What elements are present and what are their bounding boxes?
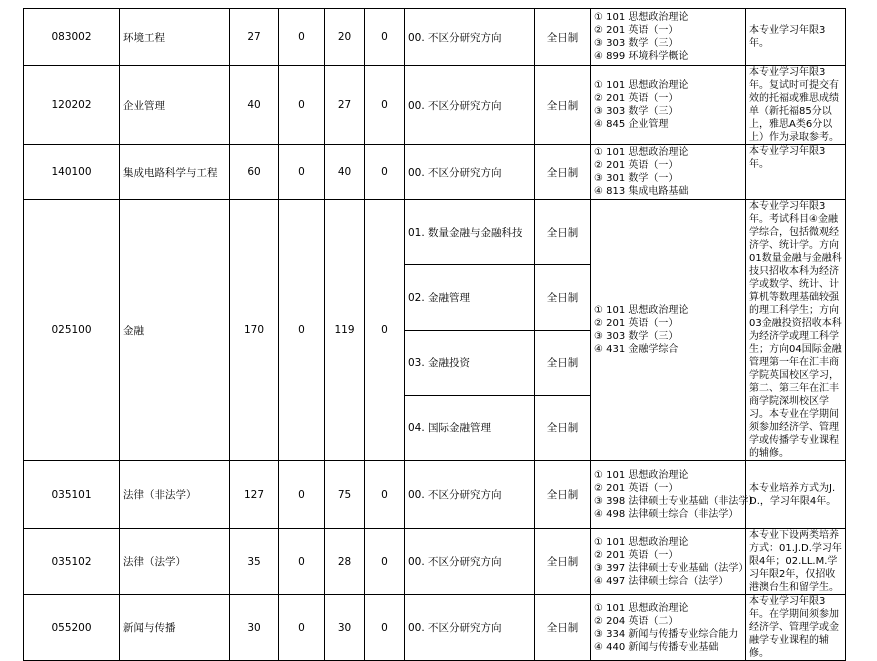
exam-subject: ③ 397 法律硕士专业基础（法学）	[594, 562, 749, 574]
table-row	[24, 145, 846, 200]
exempt-quota: 0	[279, 200, 325, 461]
exam-subject: ② 201 英语（一）	[594, 549, 679, 561]
total-quota: 27	[230, 9, 279, 66]
other-quota: 0	[365, 200, 405, 461]
major-name: 企业管理	[120, 66, 230, 145]
table-row	[24, 529, 846, 595]
total-quota: 40	[230, 66, 279, 145]
exam-subject: ③ 303 数学（三）	[594, 38, 679, 49]
exam-subject: ② 201 英语（一）	[594, 25, 679, 36]
total-quota: 60	[230, 145, 279, 200]
exempt-quota: 0	[279, 529, 325, 595]
exempt-quota: 0	[279, 145, 325, 200]
exempt-quota: 0	[279, 9, 325, 66]
major-code: 083002	[24, 9, 120, 66]
unified-quota: 30	[325, 595, 365, 661]
exam-subjects	[591, 145, 746, 200]
exam-subject: ① 101 思想政治理论	[594, 147, 689, 158]
table-row	[24, 595, 846, 661]
research-direction: 00. 不区分研究方向	[405, 529, 535, 595]
exam-subject: ② 201 英语（一）	[594, 482, 679, 494]
total-quota: 35	[230, 529, 279, 595]
major-name: 金融	[120, 200, 230, 461]
research-direction: 00. 不区分研究方向	[405, 461, 535, 529]
exam-subject: ③ 334 新闻与传播专业综合能力	[594, 628, 739, 640]
research-direction: 01. 数量金融与金融科技	[405, 200, 535, 265]
exam-subject: ④ 899 环境科学概论	[594, 51, 689, 62]
study-mode: 全日制	[535, 9, 591, 66]
exam-subject: ① 101 思想政治理论	[594, 602, 689, 614]
table-row	[24, 9, 846, 66]
admissions-table	[23, 8, 846, 661]
unified-quota: 119	[325, 200, 365, 461]
total-quota: 170	[230, 200, 279, 461]
remarks: 本专业学习年限3年。复试时可提交有效的托福或雅思成绩单（新托福85分以上，雅思A类6分以上）作为录取参考。	[746, 66, 846, 145]
exempt-quota: 0	[279, 66, 325, 145]
research-direction: 04. 国际金融管理	[405, 395, 535, 460]
table-row	[24, 200, 846, 265]
study-mode: 全日制	[535, 330, 591, 395]
exempt-quota: 0	[279, 595, 325, 661]
other-quota: 0	[365, 595, 405, 661]
exam-subject: ③ 301 数学（一）	[594, 173, 679, 184]
exam-subject: ④ 845 企业管理	[594, 119, 669, 130]
remarks: 本专业学习年限3年。	[746, 9, 846, 66]
exam-subject: ① 101 思想政治理论	[594, 12, 689, 23]
exam-subject: ③ 398 法律硕士专业基础（非法学）	[594, 495, 759, 507]
exam-subject: ① 101 思想政治理论	[594, 305, 689, 316]
study-mode: 全日制	[535, 595, 591, 661]
major-code: 055200	[24, 595, 120, 661]
exam-subjects	[591, 9, 746, 66]
unified-quota: 20	[325, 9, 365, 66]
table-row	[24, 66, 846, 145]
exam-subjects	[591, 200, 746, 461]
total-quota: 30	[230, 595, 279, 661]
exam-subjects	[591, 461, 759, 529]
remarks: 本专业学习年限3年。考试科目④金融学综合，包括微观经济学、统计学。方向01数量金融与金融科技只招收本科为经济学或数学、统计、计算机等数理基础较强的理工科学生；方向03金融投资招收本科为经济学或理工科学生；方向04国际金融管理第一年在汇丰商学院英国校区学习，第二、第三年在汇丰商学院深圳校区学习。本专业在学期间须参加经济学、管理学或传播学专业课程的辅修。	[746, 200, 846, 461]
major-code: 035102	[24, 529, 120, 595]
research-direction: 02. 金融管理	[405, 265, 535, 330]
research-direction: 00. 不区分研究方向	[405, 145, 535, 200]
exam-subject: ① 101 思想政治理论	[594, 80, 689, 91]
table-row	[24, 461, 846, 529]
unified-quota: 75	[325, 461, 365, 529]
total-quota: 127	[230, 461, 279, 529]
research-direction: 03. 金融投资	[405, 330, 535, 395]
remarks: 本专业培养方式为J.D.，学习年限4年。	[746, 461, 846, 529]
other-quota: 0	[365, 66, 405, 145]
exam-subjects	[591, 595, 746, 661]
exam-subject: ① 101 思想政治理论	[594, 469, 689, 481]
exam-subject: ② 201 英语（一）	[594, 160, 679, 171]
study-mode: 全日制	[535, 265, 591, 330]
research-direction: 00. 不区分研究方向	[405, 595, 535, 661]
exam-subject: ② 204 英语（二）	[594, 615, 679, 627]
remarks: 本专业学习年限3年。	[746, 145, 846, 200]
exam-subject: ④ 440 新闻与传播专业基础	[594, 641, 719, 653]
major-name: 法律（非法学）	[120, 461, 230, 529]
major-name: 新闻与传播	[120, 595, 230, 661]
unified-quota: 40	[325, 145, 365, 200]
research-direction: 00. 不区分研究方向	[405, 66, 535, 145]
study-mode: 全日制	[535, 529, 591, 595]
major-name: 法律（法学）	[120, 529, 230, 595]
other-quota: 0	[365, 145, 405, 200]
major-name: 环境工程	[120, 9, 230, 66]
exam-subjects	[591, 66, 746, 145]
major-code: 035101	[24, 461, 120, 529]
major-code: 025100	[24, 200, 120, 461]
study-mode: 全日制	[535, 395, 591, 460]
remarks: 本专业下设两类培养方式：01.J.D.学习年限4年；02.LL.M.学习年限2年，仅招收港澳台生和留学生。	[746, 529, 846, 595]
other-quota: 0	[365, 529, 405, 595]
study-mode: 全日制	[535, 461, 591, 529]
exam-subject: ④ 813 集成电路基础	[594, 186, 689, 197]
exam-subject: ④ 497 法律硕士综合（法学）	[594, 575, 729, 587]
unified-quota: 28	[325, 529, 365, 595]
unified-quota: 27	[325, 66, 365, 145]
exam-subject: ④ 431 金融学综合	[594, 344, 679, 355]
major-code: 120202	[24, 66, 120, 145]
exam-subject: ② 201 英语（一）	[594, 318, 679, 329]
exam-subject: ② 201 英语（一）	[594, 93, 679, 104]
exam-subject: ④ 498 法律硕士综合（非法学）	[594, 508, 739, 520]
exempt-quota: 0	[279, 461, 325, 529]
study-mode: 全日制	[535, 200, 591, 265]
exam-subjects	[591, 529, 749, 595]
study-mode: 全日制	[535, 145, 591, 200]
study-mode: 全日制	[535, 66, 591, 145]
research-direction: 00. 不区分研究方向	[405, 9, 535, 66]
exam-subject: ③ 303 数学（三）	[594, 106, 679, 117]
remarks: 本专业学习年限3年。在学期间须参加经济学、管理学或金融学专业课程的辅修。	[746, 595, 846, 661]
exam-subject: ① 101 思想政治理论	[594, 536, 689, 548]
major-name: 集成电路科学与工程	[120, 145, 230, 200]
major-code: 140100	[24, 145, 120, 200]
other-quota: 0	[365, 461, 405, 529]
exam-subject: ③ 303 数学（三）	[594, 331, 679, 342]
other-quota: 0	[365, 9, 405, 66]
